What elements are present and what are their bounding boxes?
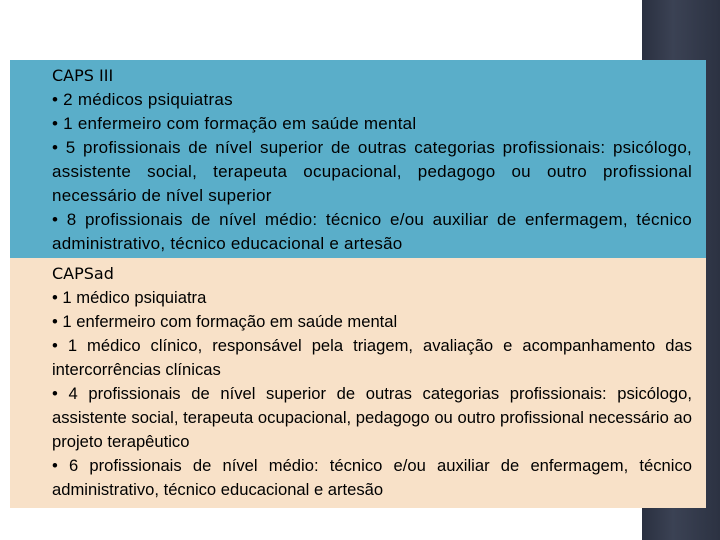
list-item: • 1 médico clínico, responsável pela triagem, avaliação e acompanhamento das intercorrências clínicas: [52, 336, 692, 379]
list-item: • 1 médico psiquiatra: [52, 288, 207, 307]
list-item: • 6 profissionais de nível médio: técnico e/ou auxiliar de enfermagem, técnico administrativo, técnico educacional e artesão: [52, 456, 692, 499]
section-heading: CAPS III: [52, 66, 114, 85]
list-item: • 8 profissionais de nível médio: técnico e/ou auxiliar de enfermagem, técnico administrativo, técnico educacional e artesão: [52, 210, 692, 253]
list-item: • 4 profissionais de nível superior de outras categorias profissionais: psicólogo, assistente social, terapeuta ocupacional, pedagogo ou outro profissional necessário ao projeto terapêutico: [52, 384, 692, 451]
capsad-section: [10, 258, 706, 508]
list-item: • 1 enfermeiro com formação em saúde mental: [52, 312, 398, 331]
caps-iii-section: [10, 60, 706, 258]
list-item: • 1 enfermeiro com formação em saúde mental: [52, 114, 417, 133]
section-heading: CAPSad: [52, 264, 114, 283]
list-item: • 2 médicos psiquiatras: [52, 90, 233, 109]
list-item: • 5 profissionais de nível superior de outras categorias profissionais: psicólogo, assistente social, terapeuta ocupacional, pedagogo ou outro profissional necessário de nível superior: [52, 138, 692, 205]
